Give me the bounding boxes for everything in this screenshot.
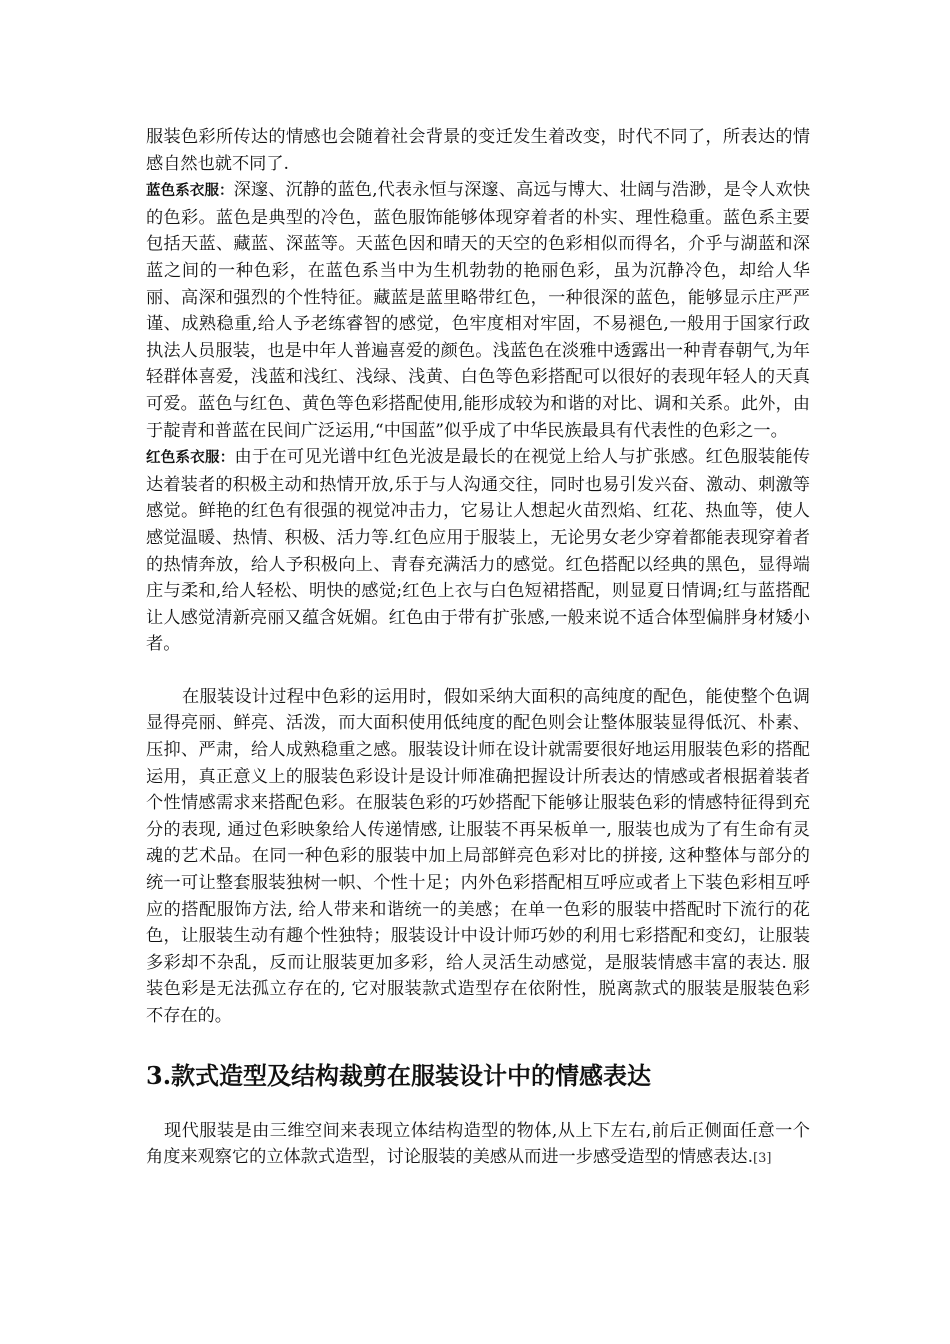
section-heading: 3.款式造型及结构裁剪在服装设计中的情感表达 <box>146 1060 652 1090</box>
red-clothing-paragraph <box>146 444 810 658</box>
section-paragraph-text: 现代服装是由三维空间来表现立体结构造型的物体,从上下左右,前后正侧面任意一个角度来观察它的立体款式造型，讨论服装的美感从而进一步感受造型的情感表达. <box>146 1120 810 1168</box>
citation-ref: [3] <box>753 1151 772 1167</box>
section-paragraph <box>146 1118 810 1173</box>
blue-clothing-paragraph <box>146 177 810 444</box>
intro-paragraph: 服装色彩所传达的情感也会随着社会背景的变迁发生着改变，时代不同了，所表达的情感自然也就不同了. <box>146 127 810 174</box>
red-clothing-label: 红色系衣服： <box>146 450 235 467</box>
design-color-paragraph: 在服装设计过程中色彩的运用时，假如采纳大面积的高纯度的配色，能使整个色调显得亮丽、鲜亮、活泼，而大面积使用低纯度的配色则会让整体服装显得低沉、朴素、压抑、严肃，给人成熟稳重之感。服装设计师在设计就需要很好地运用服装色彩的搭配运用，真正意义上的服装色彩设计是设计师准确把握设计所表达的情感或者根据着装者个性情感需求来搭配色彩。在服装色彩的巧妙搭配下能够让服装色彩的情感特征得到充分的表现, 通过色彩映象给人传递情感, 让服装不再呆板单一, 服装也成为了有生命有灵魂的艺术品。在同一种色彩的服装中加上局部鲜亮色彩对比的拼接, 这种整体与部分的统一可让整套服装独树一帜、个性十足；内外色彩搭配相互呼应或者上下装色彩相互呼应的搭配服饰方法, 给人带来和谐统一的美感；在单一色彩的服装中搭配时下流行的花色，让服装生动有趣个性独特；服装设计中设计师巧妙的利用七彩搭配和变幻，让服装多彩却不杂乱，反而让服装更加多彩，给人灵活生动感觉，是服装情感丰富的表达. 服装色彩是无法孤立存在的, 它对服装款式造型存在依附性，脱离款式的服装是服装色彩不存在的。 <box>146 686 810 1026</box>
document-page <box>146 124 810 1173</box>
blue-clothing-text: 深邃、沉静的蓝色,代表永恒与深邃、高远与博大、壮阔与浩渺，是令人欢快的色彩。蓝色是典型的冷色，蓝色服饰能够体现穿着者的朴实、理性稳重。蓝色系主要包括天蓝、藏蓝、深蓝等。天蓝色因和晴天的天空的色彩相似而得名，介乎与湖蓝和深蓝之间的一种色彩，在蓝色系当中为生机勃勃的艳丽色彩，虽为沉静冷色，却给人华丽、高深和强烈的个性特征。藏蓝是蓝里略带红色，一种很深的蓝色，能够显示庄严严谨、成熟稳重,给人予老练睿智的感觉，色牢度相对牢固，不易褪色,一般用于国家行政执法人员服装，也是中年人普遍喜爱的颜色。浅蓝色在淡雅中透露出一种青春朝气,为年轻群体喜爱，浅蓝和浅红、浅绿、浅黄、白色等色彩搭配可以很好的表现年轻人的天真可爱。蓝色与红色、黄色等色彩搭配使用,能形成较为和谐的对比、调和关系。此外，由于靛青和普蓝在民间广泛运用,“中国蓝”似乎成了中华民族最具有代表性的色彩之一。 <box>146 180 811 441</box>
red-clothing-text: 由于在可见光谱中红色光波是最长的在视觉上给人与扩张感。红色服装能传达着装者的积极主动和热情开放,乐于与人沟通交往，同时也易引发兴奋、激动、刺激等感觉。鲜艳的红色有很强的视觉冲击力，它易让人想起火苗烈焰、红花、热血等，使人感觉温暖、热情、积极、活力等.红色应用于服装上，无论男女老少穿着都能表现穿着者的热情奔放，给人予积极向上、青春充满活力的感觉。红色搭配以经典的黑色，显得端庄与柔和,给人轻松、明快的感觉;红色上衣与白色短裙搭配，则显夏日情调;红与蓝搭配让人感觉清新亮丽又蕴含妩媚。红色由于带有扩张感,一般来说不适合体型偏胖身材矮小者。 <box>146 447 810 655</box>
blue-clothing-label: 蓝色系衣服： <box>146 183 234 200</box>
